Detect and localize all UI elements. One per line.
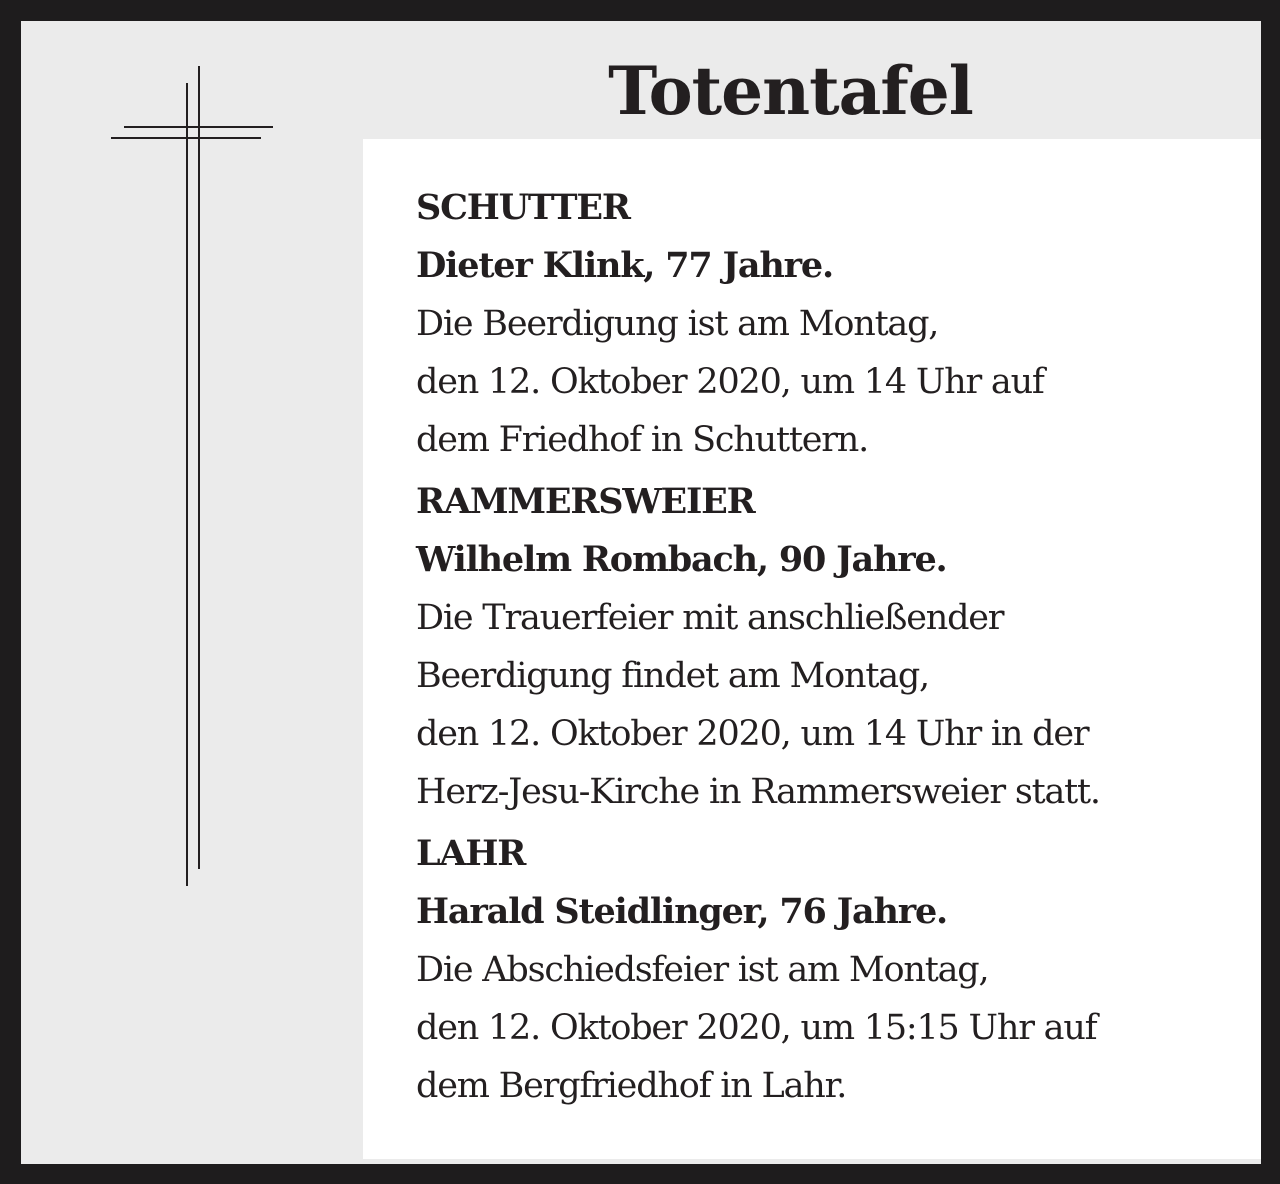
obituary-board: [21, 21, 1261, 1164]
entry-text-line: Herz-Jesu-Kirche in Rammersweier statt.: [416, 772, 1100, 812]
entry-place: RAMMERSWEIER: [416, 481, 755, 522]
entry-text-line: den 12. Oktober 2020, um 15:15 Uhr auf: [416, 1008, 1097, 1048]
entry-text-line: Beerdigung findet am Montag,: [416, 656, 929, 696]
entry-text-line: den 12. Oktober 2020, um 14 Uhr in der: [416, 714, 1089, 754]
entry-text-line: dem Bergfriedhof in Lahr.: [416, 1066, 847, 1106]
entry-text-line: dem Friedhof in Schuttern.: [416, 420, 869, 460]
obituary-entry: [416, 473, 1246, 821]
obituary-content: [363, 139, 1261, 1159]
entry-text-line: Die Trauerfeier mit anschließender: [416, 598, 1004, 638]
entry-place: LAHR: [416, 833, 526, 874]
entry-name: Harald Steidlinger, 76 Jahre.: [416, 891, 948, 932]
entry-text-line: Die Beerdigung ist am Montag,: [416, 304, 939, 344]
entry-text-line: den 12. Oktober 2020, um 14 Uhr auf: [416, 362, 1044, 402]
entry-name: Dieter Klink, 77 Jahre.: [416, 245, 833, 286]
entry-text-line: Die Abschiedsfeier ist am Montag,: [416, 950, 989, 990]
obituary-list: [416, 179, 1246, 1119]
obituary-entry: [416, 825, 1246, 1115]
obituary-entry: [416, 179, 1246, 469]
entry-place: SCHUTTER: [416, 187, 630, 228]
cross-icon: [21, 21, 361, 1164]
page-title: Totentafel: [608, 52, 973, 130]
entry-name: Wilhelm Rombach, 90 Jahre.: [416, 539, 947, 580]
